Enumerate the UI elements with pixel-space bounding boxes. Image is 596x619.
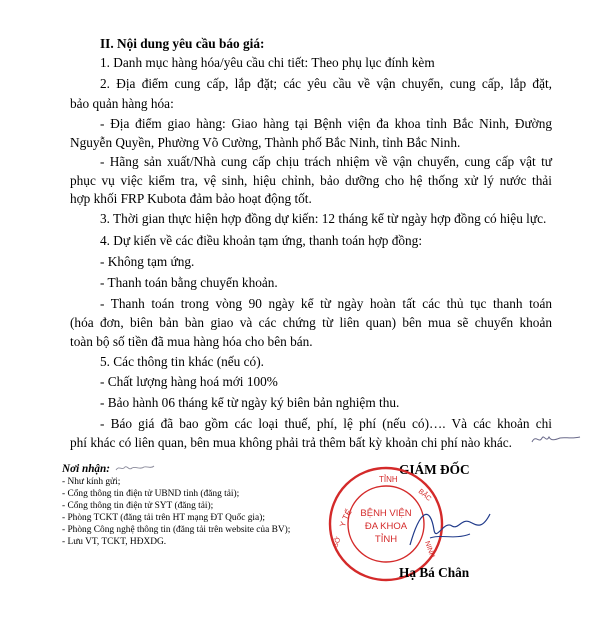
warranty: - Bảo hành 06 tháng kể từ ngày ký biên bản nghiệm thu. [100, 395, 400, 410]
seal-line-1: BỆNH VIỆN [360, 508, 412, 519]
section-heading: II. Nội dung yêu cầu báo giá: [100, 36, 265, 51]
seal-line-3: TỈNH [374, 534, 398, 545]
delivery-line1: - Địa điểm giao hàng: Giao hàng tại Bệnh viện đa khoa tỉnh Bắc Ninh, Đường [100, 116, 552, 131]
payment-line3: toàn bộ số tiền đã mua hàng hóa cho bên bán. [70, 334, 313, 349]
recipient-item: - Như kính gửi; [62, 477, 121, 487]
payment-line1: - Thanh toán trong vòng 90 ngày kể từ ngày hoàn tất các thủ tục thanh toán [100, 296, 552, 311]
payment-line2: (hóa đơn, biên bản bàn giao và các chứng từ liên quan) bên mua sẽ chuyển khoản [70, 315, 552, 330]
seal-line-2: ĐA KHOA [364, 521, 408, 532]
price-line1: - Báo giá đã bao gồm các loại thuế, phí, lệ phí (nếu có)…. Và các khoản chi [100, 416, 552, 431]
no-advance: - Không tạm ứng. [100, 254, 195, 269]
handwritten-initial-mark [530, 428, 582, 450]
manufacturer-line2: phục vụ việc kiểm tra, vệ sinh, hiệu chỉnh, bảo dưỡng cho hệ thống xử lý nước thải [70, 173, 552, 188]
item-2-line1: 2. Địa điểm cung cấp, lắp đặt; các yêu cầu về vận chuyển, cung cấp, lắp đặt, [100, 76, 552, 91]
handwritten-signature [400, 500, 495, 560]
recipient-item: - Phòng TCKT (đăng tải trên HT mạng ĐT Quốc gia); [62, 513, 265, 523]
price-line2: phí khác có liên quan, bên mua không phải trả thêm bất kỳ khoản chi phí nào khác. [70, 435, 512, 450]
quality: - Chất lượng hàng hoá mới 100% [100, 374, 278, 389]
seal-arc-right-2: NINH [423, 540, 436, 559]
signer-position: GIÁM ĐỐC [399, 462, 470, 477]
manufacturer-line3: hợp khối FRP Kubota đảm bảo hoạt động tốt. [70, 191, 312, 206]
transfer-payment: - Thanh toán bằng chuyển khoản. [100, 275, 278, 290]
seal-arc-left-2: SỞ [332, 536, 343, 549]
recipients-title: Nơi nhận: [62, 463, 110, 475]
seal-arc-top: TỈNH [379, 475, 398, 484]
item-5: 5. Các thông tin khác (nếu có). [100, 354, 264, 369]
manufacturer-line1: - Hãng sản xuất/Nhà cung cấp chịu trách nhiệm về vận chuyển, cung cấp vật tư [100, 154, 552, 169]
recipient-item: - Lưu VT, TCKT, HĐXDG. [62, 537, 167, 547]
seal-arc-right: BẮC [416, 488, 433, 503]
item-1: 1. Danh mục hàng hóa/yêu cầu chi tiết: Theo phụ lục đính kèm [100, 55, 435, 70]
item-3: 3. Thời gian thực hiện hợp đồng dự kiến: 12 tháng kể từ ngày hợp đồng có hiệu lực. [100, 211, 547, 226]
delivery-line2: Nguyễn Quyền, Phường Võ Cường, Thành phố Bắc Ninh, tỉnh Bắc Ninh. [70, 135, 461, 150]
item-4: 4. Dự kiến về các điều khoản tạm ứng, thanh toán hợp đồng: [100, 233, 423, 248]
recipient-item: - Cổng thông tin điện tử SYT (đăng tải); [62, 501, 214, 511]
svg-text:Y TẾ [338, 507, 354, 528]
seal-arc-left: Y TẾ [338, 507, 354, 529]
item-2-line2: bảo quản hàng hóa: [70, 96, 174, 111]
signer-name: Hạ Bá Chân [399, 565, 470, 580]
recipient-item: - Cổng thông tin điện tử UBND tỉnh (đăng tải); [62, 489, 240, 499]
recipient-item: - Phòng Công nghệ thông tin (đăng tải trên website của BV); [62, 525, 291, 535]
recipient-scribble-mark [114, 461, 156, 475]
